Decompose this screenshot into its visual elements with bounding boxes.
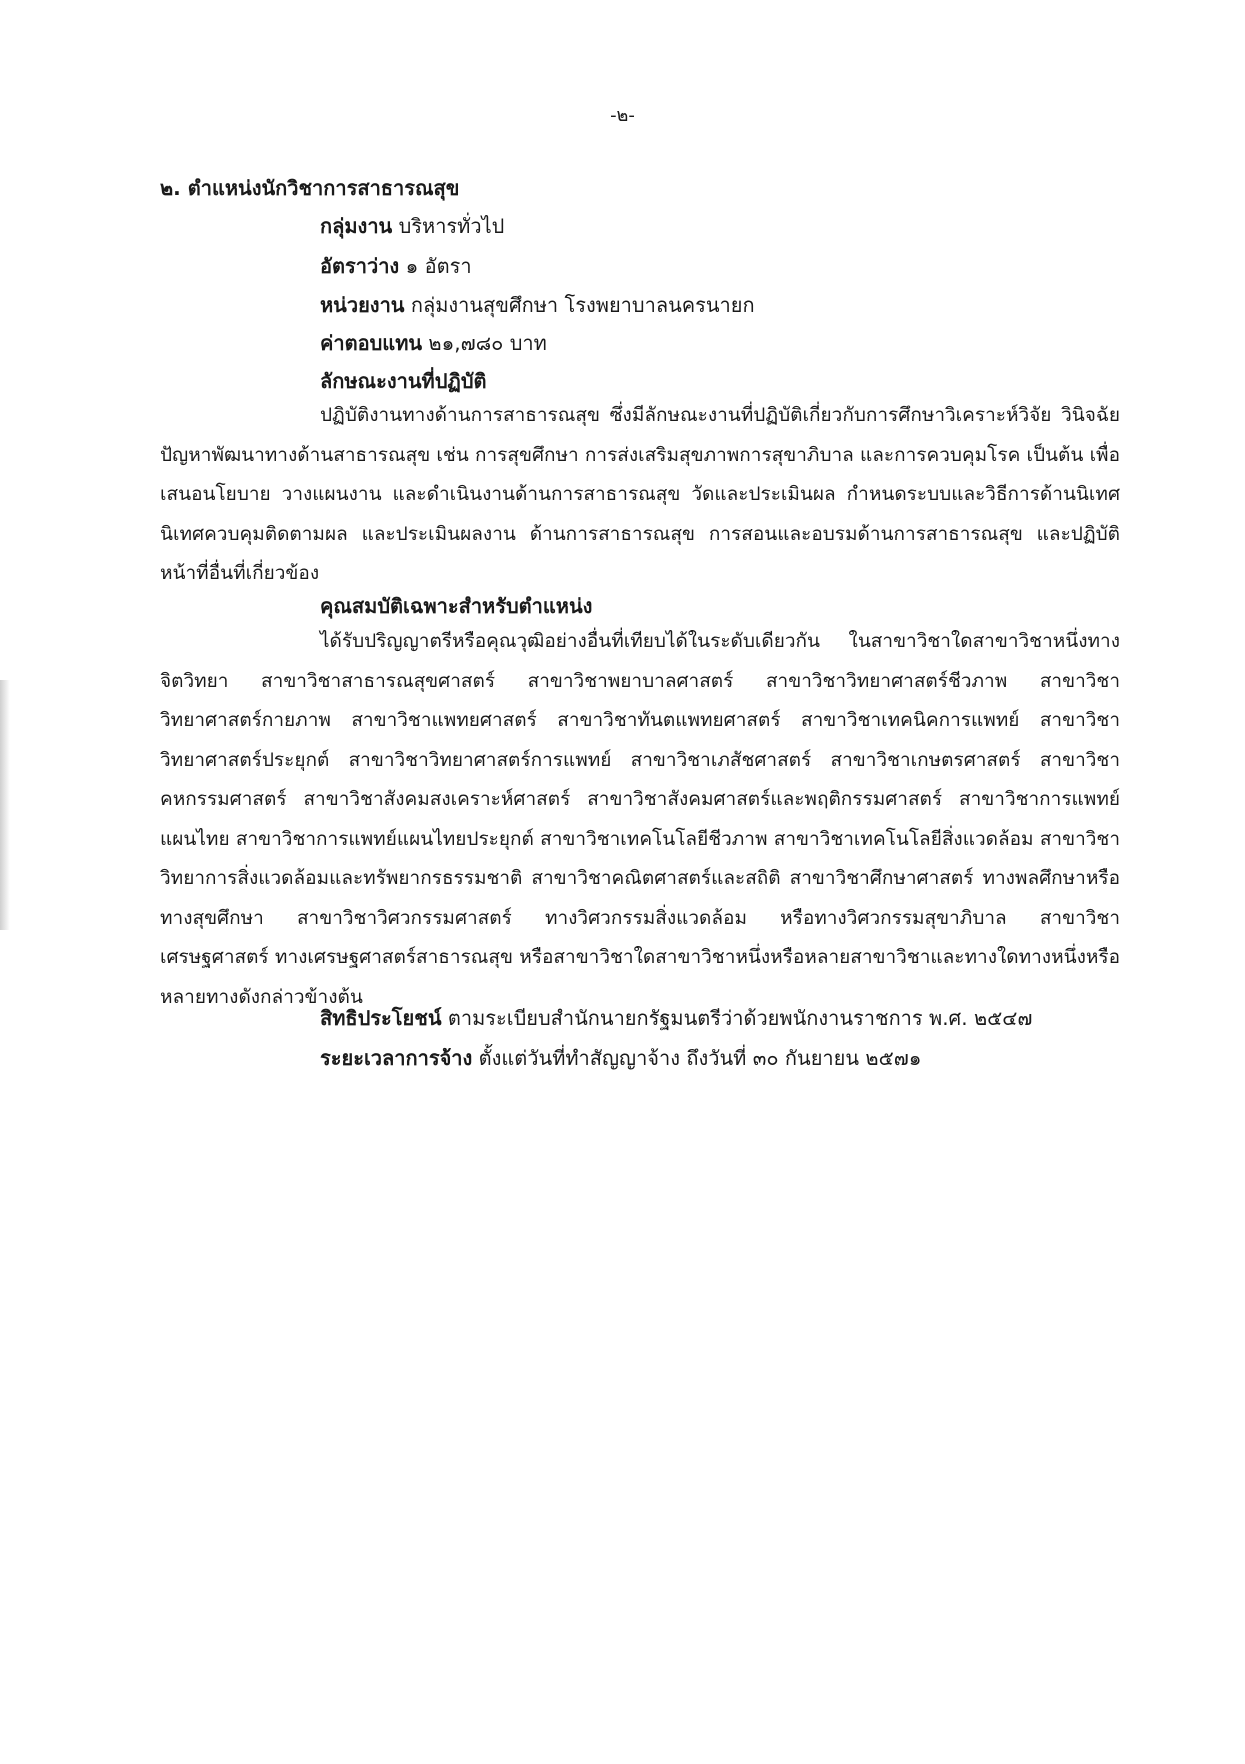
field-benefits-label: สิทธิประโยชน์ [320, 1006, 442, 1030]
field-vacancy [320, 250, 472, 282]
field-benefits-value: ตามระเบียบสำนักนายกรัฐมนตรีว่าด้วยพนักงานราชการ พ.ศ. ๒๕๔๗ [447, 1006, 1033, 1030]
field-unit-label: หน่วยงาน [320, 293, 405, 317]
field-salary-label: ค่าตอบแทน [320, 331, 423, 355]
field-period [320, 1042, 921, 1074]
qualifications-paragraph: ได้รับปริญญาตรีหรือคุณวุฒิอย่างอื่นที่เทียบได้ในระดับเดียวกัน ในสาขาวิชาใดสาขาวิชาหนึ่งทางจิตวิทยา สาขาวิชาสาธารณสุขศาสตร์ สาขาวิชาพยาบาลศาสตร์ สาขาวิชาวิทยาศาสตร์ชีวภาพ สาขาวิชาวิทยาศาสตร์กายภาพ สาขาวิชาแพทยศาสตร์ สาขาวิชาทันตแพทยศาสตร์ สาขาวิชาเทคนิคการแพทย์ สาขาวิชาวิทยาศาสตร์ประยุกต์ สาขาวิชาวิทยาศาสตร์การแพทย์ สาขาวิชาเภสัชศาสตร์ สาขาวิชาเกษตรศาสตร์ สาขาวิชาคหกรรมศาสตร์ สาขาวิชาสังคมสงเคราะห์ศาสตร์ สาขาวิชาสังคมศาสตร์และพฤติกรรมศาสตร์ สาขาวิชาการแพทย์แผนไทย สาขาวิชาการแพทย์แผนไทยประยุกต์ สาขาวิชาเทคโนโลยีชีวภาพ สาขาวิชาเทคโนโลยีสิ่งแวดล้อม สาขาวิชาวิทยาการสิ่งแวดล้อมและทรัพยากรธรรมชาติ สาขาวิชาคณิตศาสตร์และสถิติ สาขาวิชาศึกษาศาสตร์ ทางพลศึกษาหรือทางสุขศึกษา สาขาวิชาวิศวกรรมศาสตร์ ทางวิศวกรรมสิ่งแวดล้อม หรือทางวิศวกรรมสุขาภิบาล สาขาวิชาเศรษฐศาสตร์ ทางเศรษฐศาสตร์สาธารณสุข หรือสาขาวิชาใดสาขาวิชาหนึ่งหรือหลายสาขาวิชาและทางใดทางหนึ่งหรือหลายทางดังกล่าวข้างต้น [160, 630, 1120, 1008]
duties-heading: ลักษณะงานที่ปฏิบัติ [320, 369, 487, 393]
duties-paragraph: ปฏิบัติงานทางด้านการสาธารณสุข ซึ่งมีลักษณะงานที่ปฏิบัติเกี่ยวกับการศึกษาวิเคราะห์วิจัย วินิจฉัยปัญหาพัฒนาทางด้านสาธารณสุข เช่น การสุขศึกษา การส่งเสริมสุขภาพการสุขาภิบาล และการควบคุมโรค เป็นต้น เพื่อเสนอนโยบาย วางแผนงาน และดำเนินงานด้านการสาธารณสุข วัดและประเมินผล กำหนดระบบและวิธีการด้านนิเทศ นิเทศควบคุมติดตามผล และประเมินผลงาน ด้านการสาธารณสุข การสอนและอบรมด้านการสาธารณสุข และปฏิบัติหน้าที่อื่นที่เกี่ยวข้อง [160, 404, 1120, 584]
field-group-value: บริหารทั่วไป [398, 214, 505, 238]
field-vacancy-label: อัตราว่าง [320, 254, 400, 278]
section-title: ๒. ตำแหน่งนักวิชาการสาธารณสุข [160, 176, 460, 200]
field-salary-value: ๒๑,๗๘๐ บาท [428, 331, 547, 355]
qualifications-heading: คุณสมบัติเฉพาะสำหรับตำแหน่ง [320, 594, 593, 618]
field-benefits [320, 1002, 1032, 1034]
field-period-value: ตั้งแต่วันที่ทำสัญญาจ้าง ถึงวันที่ ๓๐ กันยายน ๒๕๗๑ [478, 1046, 922, 1070]
scan-shadow [0, 680, 10, 930]
field-group-label: กลุ่มงาน [320, 214, 393, 238]
field-salary [320, 327, 547, 359]
field-group [320, 210, 504, 242]
field-period-label: ระยะเวลาการจ้าง [320, 1046, 473, 1070]
field-vacancy-value: ๑ อัตรา [405, 254, 472, 278]
page-number: -๒- [610, 105, 635, 126]
field-unit [320, 289, 755, 321]
field-unit-value: กลุ่มงานสุขศึกษา โรงพยาบาลนครนายก [410, 293, 755, 317]
